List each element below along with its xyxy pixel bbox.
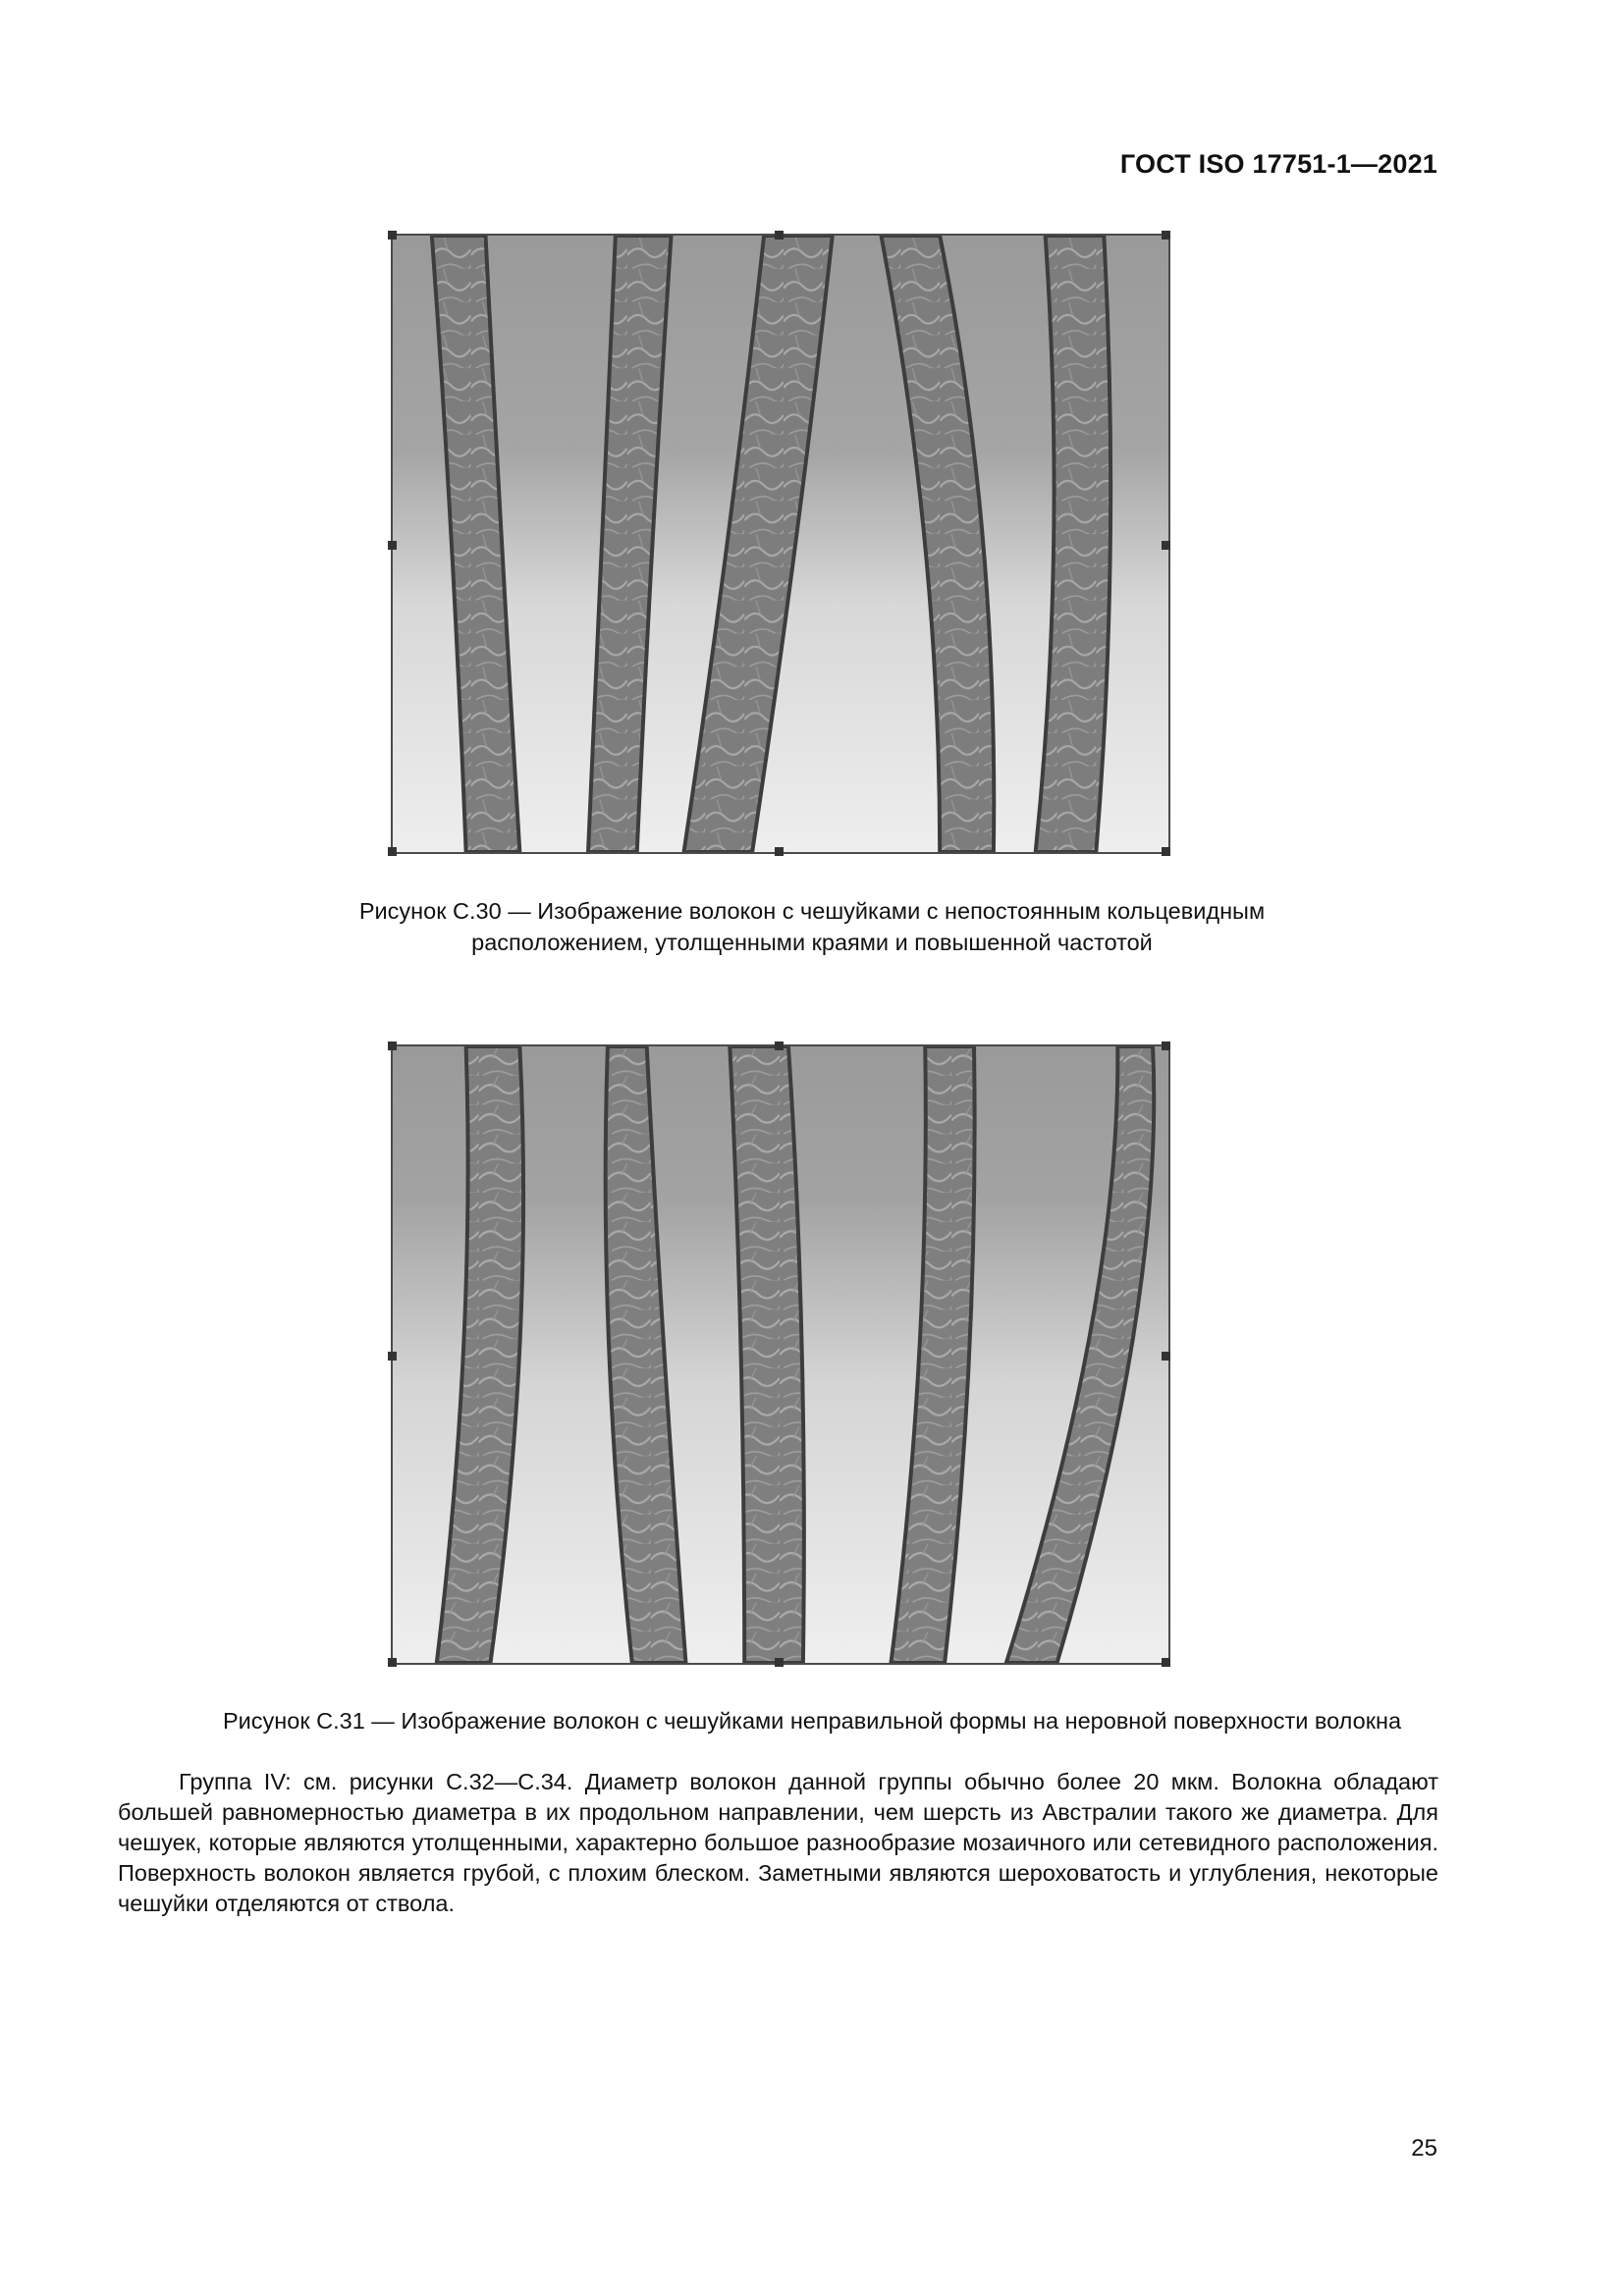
image-resize-handle [1162, 847, 1170, 856]
document-code: ГОСТ ISO 17751-1—2021 [1119, 149, 1437, 179]
image-resize-handle [388, 847, 397, 856]
image-resize-handle [1162, 1352, 1170, 1361]
image-resize-handle [388, 1658, 397, 1667]
figure-c31-image [391, 1044, 1170, 1665]
image-resize-handle [388, 541, 397, 550]
figure-c30-image [391, 234, 1170, 854]
image-resize-handle [775, 231, 784, 240]
image-resize-handle [388, 231, 397, 240]
figure-c30-caption-line2: расположением, утолщенными краями и повышенной частотой [471, 930, 1153, 955]
image-resize-handle [775, 1041, 784, 1050]
figure-c30-caption [0, 895, 1624, 958]
paragraph-group-iv: Группа IV: см. рисунки С.32—С.34. Диаметр волокон данной группы обычно более 20 мкм. Волокна обладают большей равномерностью диаметра в их продольном направлении, чем шерсть из Австралии такого же диаметра. Для чешуек, которые являются утолщенными, характерно большое разнообразие мозаичного или сетевидного расположения. Поверхность волокон является грубой, с плохим блеском. Заметными являются шероховатость и углубления, некоторые чешуйки отделяются от ствола. [118, 1769, 1438, 1916]
body-text [118, 1767, 1438, 1919]
fiber-micrograph-c31 [393, 1046, 1168, 1663]
image-resize-handle [775, 1658, 784, 1667]
image-resize-handle [775, 847, 784, 856]
image-resize-handle [388, 1041, 397, 1050]
image-resize-handle [1162, 541, 1170, 550]
page-number: 25 [1411, 2135, 1437, 2162]
figure-c31-caption-line1: Рисунок С.31 — Изображение волокон с чешуйками неправильной формы на неровной поверхности волокна [222, 1708, 1402, 1734]
image-resize-handle [388, 1352, 397, 1361]
figure-c31-caption [0, 1705, 1624, 1736]
image-resize-handle [1162, 231, 1170, 240]
image-resize-handle [1162, 1041, 1170, 1050]
figure-c30-caption-line1: Рисунок С.30 — Изображение волокон с чешуйками с непостоянным кольцевидным [358, 898, 1266, 924]
image-resize-handle [1162, 1658, 1170, 1667]
fiber-micrograph-c30 [393, 236, 1168, 852]
